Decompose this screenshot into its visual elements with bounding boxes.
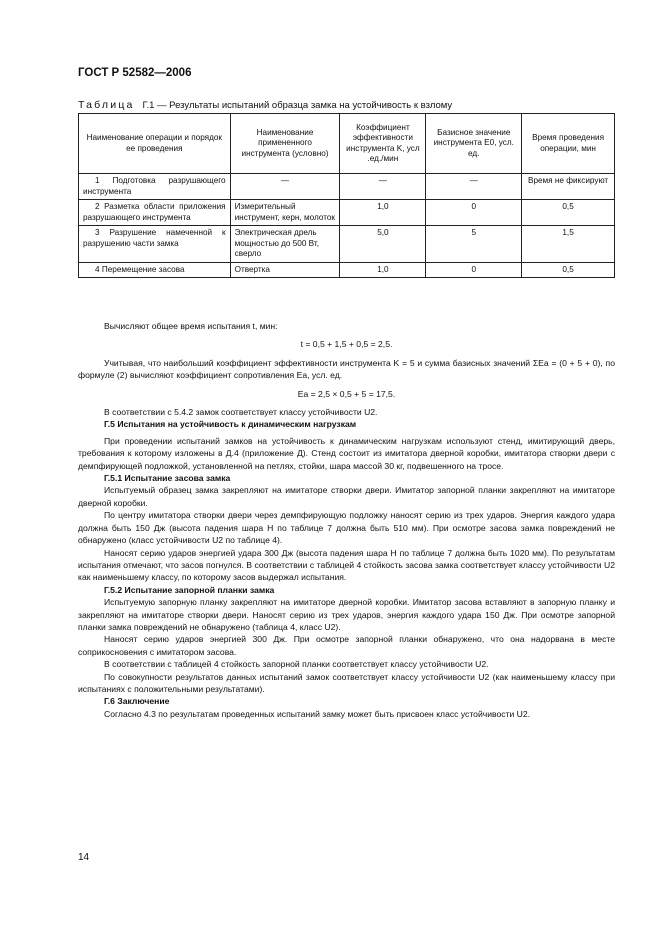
- basis-cell: 0: [426, 200, 522, 226]
- section-heading: Г.5.2 Испытание запорной планки замка: [104, 584, 275, 595]
- paragraph: Учитывая, что наибольший коэффициент эффективности инструмента K = 5 и сумма базисных значений ΣEa = (0 + 5 + 0), по формуле (2) вычисляют коэффициент сопротивления Ea, усл. ед.: [78, 357, 615, 381]
- tool-cell: Отвертка: [230, 262, 340, 278]
- paragraph: Наносят серию ударов энергией 300 Дж. При осмотре запорной планки обнаружено, что она надорвана в месте соприкосновения с имитатором засова.: [78, 634, 615, 657]
- paragraph: Наносят серию ударов энергией удара 300 Дж (высота падения шара H по таблице 7 должна быть 1020 мм). По результатам испытания отмечают, что засов погнулся. В соответствии с таблицей 4 стойкость засова замка соответствует классу устойчивости U2 как наименьшему классу, по которому засов выдержал испытания.: [78, 547, 615, 583]
- formula: Ea = 2,5 × 0,5 + 5 = 17,5.: [297, 388, 396, 399]
- time-cell: Время не фиксируют: [522, 174, 615, 200]
- tool-cell: Измерительный инструмент, керн, молоток: [230, 200, 340, 226]
- table-caption-text: Г.1 — Результаты испытаний образца замка на устойчивость к взлому: [142, 100, 453, 111]
- table-row: [79, 174, 615, 200]
- section-heading: Г.5.1 Испытание засова замка: [104, 473, 231, 484]
- paragraph: По совокупности результатов данных испытаний замок соответствует классу устойчивости U2 (как наименьшему классу при испытаниях с положительными результатами).: [78, 671, 615, 694]
- table-caption-label: Таблица: [78, 99, 135, 111]
- operation-cell: 3 Разрушение намеченной к разрушению части замка: [79, 226, 231, 263]
- basis-cell: 0: [426, 262, 522, 278]
- paragraph: По центру имитатора створки двери через демпфирующую подложку наносят серию из трех ударов. Энергия каждого удара должна быть 150 Дж (высота падения шара H по таблице 7 должна быть 510 мм). При осмотре засова замка повреждений не обнаружено (класс устойчивости U2 по таблице 4).: [78, 510, 615, 546]
- table-row: [79, 262, 615, 278]
- time-cell: 0,5: [522, 262, 615, 278]
- table-header-row: [79, 114, 615, 174]
- operation-cell: 2 Разметка области приложения разрушающего инструмента: [79, 200, 231, 226]
- formula: t = 0,5 + 1,5 + 0,5 = 2,5.: [300, 339, 393, 350]
- operation-cell: 4 Перемещение засова: [79, 262, 231, 278]
- column-header: Время проведения операции, мин: [522, 114, 615, 174]
- operation-cell: 1 Подготовка разрушающего инструмента: [79, 174, 231, 200]
- tool-cell: —: [230, 174, 340, 200]
- tool-cell: Электрическая дрель мощностью до 500 Вт, сверло: [230, 226, 340, 263]
- time-cell: 0,5: [522, 200, 615, 226]
- body-text: [78, 320, 615, 720]
- basis-cell: —: [426, 174, 522, 200]
- time-cell: 1,5: [522, 226, 615, 263]
- paragraph: Вычисляют общее время испытания t, мин:: [104, 321, 278, 331]
- paragraph: В соответствии с 5.4.2 замок соответствует классу устойчивости U2.: [104, 407, 378, 418]
- section-heading: Г.5 Испытания на устойчивость к динамическим нагрузкам: [104, 419, 357, 430]
- table-row: [79, 226, 615, 263]
- coef-cell: 1,0: [340, 200, 426, 226]
- column-header: Базисное значение инструмента E0, усл. ед.: [426, 114, 522, 174]
- column-header: Наименование операции и порядок ее проведения: [79, 114, 231, 174]
- paragraph: При проведении испытаний замков на устойчивость к динамическим нагрузкам используют стенд, имитирующий дверь, требования к которому изложены в Д.4 (приложение Д). Стенд состоит из имитатора дверной коробки, имитатора створки двери с демпфирующей подложкой, установленной на петлях, стойки, шара массой 30 кг, подвешенного на тросе.: [78, 435, 615, 471]
- coef-cell: —: [340, 174, 426, 200]
- document-header: ГОСТ Р 52582—2006: [78, 67, 192, 79]
- column-header: Коэффициент эффективности инструмента K, усл .ед./мин: [340, 114, 426, 174]
- section-heading: Г.6 Заключение: [104, 696, 170, 707]
- paragraph: Согласно 4.3 по результатам проведенных испытаний замку может быть присвоен класс устойчивости U2.: [104, 708, 531, 719]
- basis-cell: 5: [426, 226, 522, 263]
- page-number: 14: [78, 852, 90, 863]
- coef-cell: 5,0: [340, 226, 426, 263]
- results-table: [78, 113, 615, 278]
- column-header: Наименование примененного инструмента (условно): [230, 114, 340, 174]
- paragraph: Испытуемую запорную планку закрепляют на имитаторе дверной коробки. Имитатор засова вставляют в запорную планку и закрепляют на имитаторе створки двери. Наносят серию из трех ударов, энергия каждого удара 150 Дж. При осмотре запорной планки замка повреждений не обнаружено (таблица 4, класс U2).: [78, 597, 615, 632]
- paragraph: В соответствии с таблицей 4 стойкость запорной планки соответствует классу устойчивости U2.: [104, 659, 489, 670]
- paragraph: Испытуемый образец замка закрепляют на имитаторе створки двери. Имитатор запорной планки закрепляют на имитаторе дверной коробки.: [78, 485, 615, 508]
- coef-cell: 1,0: [340, 262, 426, 278]
- table-row: [79, 200, 615, 226]
- table-caption: [78, 99, 452, 111]
